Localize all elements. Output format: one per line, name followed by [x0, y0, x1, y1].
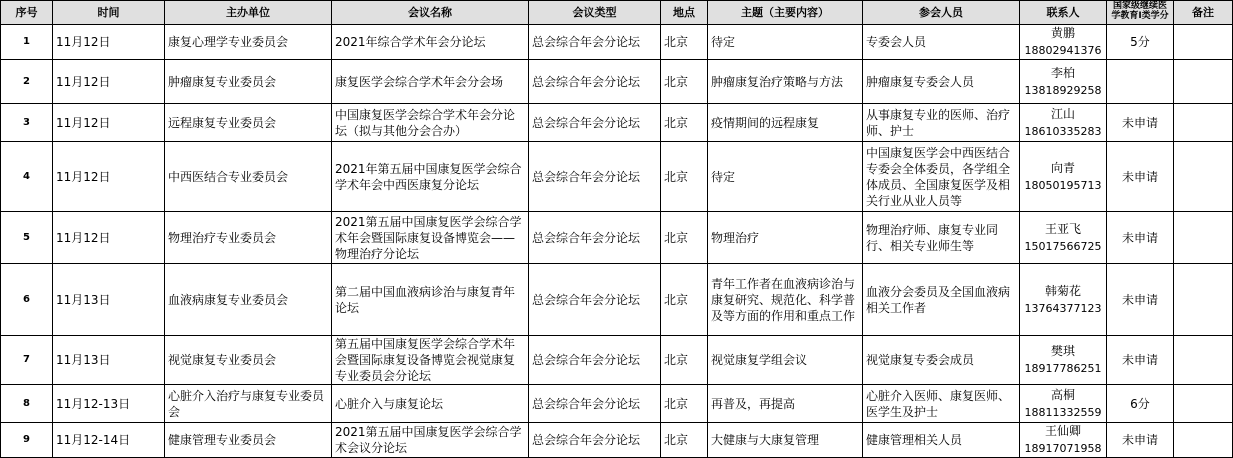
cell-organizer: 肿瘤康复专业委员会: [165, 60, 332, 104]
cell-seq: 3: [1, 104, 53, 142]
cell-time: 11月13日: [53, 264, 165, 336]
contact-name: 江山: [1050, 106, 1075, 121]
header-note: 备注: [1174, 1, 1233, 25]
cell-meeting-type: 总会综合年会分论坛: [529, 25, 661, 60]
cell-time: 11月12日: [53, 60, 165, 104]
cell-credit: 未申请: [1107, 212, 1174, 264]
cell-meeting-name: 中国康复医学会综合学术年会分论坛（拟与其他分会合办）: [332, 104, 529, 142]
cell-organizer: 康复心理学专业委员会: [165, 25, 332, 60]
cell-note: [1174, 212, 1233, 264]
table-row: [1, 142, 1233, 212]
cell-meeting-name: 康复医学会综合学术年会分会场: [332, 60, 529, 104]
cell-meeting-name: 2021年第五届中国康复医学会综合学术年会中西医康复分论坛: [332, 142, 529, 212]
cell-seq: 9: [1, 423, 53, 458]
cell-organizer: 视觉康复专业委员会: [165, 336, 332, 385]
cell-credit: 6分: [1107, 385, 1174, 423]
table-row: [1, 264, 1233, 336]
header-meeting-type: 会议类型: [529, 1, 661, 25]
cell-credit: 未申请: [1107, 423, 1174, 458]
contact-phone: 15017566725: [1024, 239, 1102, 253]
cell-note: [1174, 104, 1233, 142]
contact-phone: 13764377123: [1024, 301, 1102, 315]
cell-topic: 再普及，再提高: [708, 385, 863, 423]
cell-meeting-type: 总会综合年会分论坛: [529, 212, 661, 264]
cell-meeting-type: 总会综合年会分论坛: [529, 423, 661, 458]
header-place: 地点: [661, 1, 708, 25]
cell-contact: [1020, 423, 1107, 458]
cell-attendees: 专委会人员: [863, 25, 1020, 60]
cell-credit: 未申请: [1107, 336, 1174, 385]
table-row: [1, 104, 1233, 142]
cell-attendees: 物理治疗师、康复专业同行、相关专业师生等: [863, 212, 1020, 264]
contact-name: 樊琪: [1050, 344, 1075, 358]
cell-meeting-name: 2021年综合学术年会分论坛: [332, 25, 529, 60]
cell-organizer: 血液病康复专业委员会: [165, 264, 332, 336]
cell-seq: 1: [1, 25, 53, 60]
cell-place: 北京: [661, 264, 708, 336]
cell-place: 北京: [661, 423, 708, 458]
cell-place: 北京: [661, 336, 708, 385]
cell-note: [1174, 423, 1233, 458]
cell-organizer: 心脏介入治疗与康复专业委员会: [165, 385, 332, 423]
cell-attendees: 肿瘤康复专委会人员: [863, 60, 1020, 104]
cell-attendees: 从事康复专业的医师、治疗师、护士: [863, 104, 1020, 142]
cell-meeting-name: 2021第五届中国康复医学会综合学术会议分论坛: [332, 423, 529, 458]
contact-name: 王亚飞: [1044, 221, 1081, 236]
cell-attendees: 心脏介入医师、康复医师、医学生及护士: [863, 385, 1020, 423]
cell-time: 11月13日: [53, 336, 165, 385]
cell-topic: 待定: [708, 142, 863, 212]
header-credit: 国家级继续医学教育I类学分: [1107, 1, 1174, 25]
cell-topic: 物理治疗: [708, 212, 863, 264]
header-attendees: 参会人员: [863, 1, 1020, 25]
cell-seq: 8: [1, 385, 53, 423]
cell-seq: 4: [1, 142, 53, 212]
cell-topic: 待定: [708, 25, 863, 60]
cell-time: 11月12日: [53, 142, 165, 212]
cell-note: [1174, 264, 1233, 336]
cell-time: 11月12-13日: [53, 385, 165, 423]
cell-attendees: 健康管理相关人员: [863, 423, 1020, 458]
header-meeting-name: 会议名称: [332, 1, 529, 25]
header-organizer: 主办单位: [165, 1, 332, 25]
cell-topic: 青年工作者在血液病诊治与康复研究、规范化、科学普及等方面的作用和重点工作: [708, 264, 863, 336]
header-contact: 联系人: [1020, 1, 1107, 25]
cell-meeting-type: 总会综合年会分论坛: [529, 142, 661, 212]
cell-credit: 未申请: [1107, 104, 1174, 142]
table-row: [1, 423, 1233, 458]
cell-note: [1174, 60, 1233, 104]
cell-credit: [1107, 60, 1174, 104]
contact-name: 高桐: [1050, 387, 1075, 402]
cell-meeting-name: 2021第五届中国康复医学会综合学术年会暨国际康复设备博览会——物理治疗分论坛: [332, 212, 529, 264]
cell-meeting-name: 第五届中国康复医学会综合学术年会暨国际康复设备博览会视觉康复专业委员会分论坛: [332, 336, 529, 385]
contact-phone: 18811332559: [1024, 405, 1102, 419]
cell-topic: 视觉康复学组会议: [708, 336, 863, 385]
cell-topic: 肿瘤康复治疗策略与方法: [708, 60, 863, 104]
cell-place: 北京: [661, 385, 708, 423]
cell-meeting-name: 心脏介入与康复论坛: [332, 385, 529, 423]
cell-note: [1174, 385, 1233, 423]
cell-time: 11月12-14日: [53, 423, 165, 458]
cell-contact: [1020, 142, 1107, 212]
cell-place: 北京: [661, 212, 708, 264]
cell-contact: [1020, 212, 1107, 264]
header-seq: 序号: [1, 1, 53, 25]
cell-organizer: 物理治疗专业委员会: [165, 212, 332, 264]
cell-time: 11月12日: [53, 212, 165, 264]
cell-meeting-type: 总会综合年会分论坛: [529, 104, 661, 142]
cell-topic: 疫情期间的远程康复: [708, 104, 863, 142]
header-row: [1, 1, 1233, 25]
contact-phone: 18917071958: [1024, 442, 1102, 455]
contact-phone: 18802941376: [1024, 44, 1102, 57]
cell-meeting-name: 第二届中国血液病诊治与康复青年论坛: [332, 264, 529, 336]
table-row: [1, 25, 1233, 60]
table-row: [1, 336, 1233, 385]
cell-attendees: 血液分会委员及全国血液病相关工作者: [863, 264, 1020, 336]
cell-contact: [1020, 336, 1107, 385]
cell-attendees: 中国康复医学会中西医结合专委会全体委员，各学组全体成员、全国康复医学及相关行业从业人员等: [863, 142, 1020, 212]
cell-time: 11月12日: [53, 104, 165, 142]
cell-credit: 未申请: [1107, 264, 1174, 336]
cell-topic: 大健康与大康复管理: [708, 423, 863, 458]
cell-time: 11月12日: [53, 25, 165, 60]
cell-seq: 6: [1, 264, 53, 336]
contact-name: 韩菊花: [1044, 283, 1081, 298]
cell-meeting-type: 总会综合年会分论坛: [529, 264, 661, 336]
cell-note: [1174, 336, 1233, 385]
table-row: [1, 60, 1233, 104]
contact-name: 李柏: [1050, 65, 1075, 80]
cell-meeting-type: 总会综合年会分论坛: [529, 60, 661, 104]
cell-organizer: 中西医结合专业委员会: [165, 142, 332, 212]
cell-contact: [1020, 264, 1107, 336]
cell-place: 北京: [661, 142, 708, 212]
contact-phone: 13818929258: [1024, 83, 1102, 97]
cell-organizer: 健康管理专业委员会: [165, 423, 332, 458]
cell-seq: 7: [1, 336, 53, 385]
cell-contact: [1020, 60, 1107, 104]
table-row: [1, 212, 1233, 264]
cell-place: 北京: [661, 104, 708, 142]
cell-contact: [1020, 25, 1107, 60]
contact-name: 向青: [1050, 160, 1075, 175]
contact-name: 黄鹏: [1050, 26, 1075, 40]
cell-contact: [1020, 385, 1107, 423]
cell-credit: 5分: [1107, 25, 1174, 60]
contact-phone: 18917786251: [1024, 362, 1102, 375]
contact-name: 王仙卿: [1044, 424, 1081, 438]
contact-phone: 18610335283: [1024, 124, 1102, 138]
cell-place: 北京: [661, 25, 708, 60]
cell-meeting-type: 总会综合年会分论坛: [529, 385, 661, 423]
cell-place: 北京: [661, 60, 708, 104]
header-time: 时间: [53, 1, 165, 25]
cell-attendees: 视觉康复专委会成员: [863, 336, 1020, 385]
table-row: [1, 385, 1233, 423]
cell-contact: [1020, 104, 1107, 142]
cell-credit: 未申请: [1107, 142, 1174, 212]
contact-phone: 18050195713: [1024, 178, 1102, 192]
cell-meeting-type: 总会综合年会分论坛: [529, 336, 661, 385]
header-topic: 主题（主要内容）: [708, 1, 863, 25]
cell-organizer: 远程康复专业委员会: [165, 104, 332, 142]
cell-seq: 5: [1, 212, 53, 264]
cell-note: [1174, 142, 1233, 212]
cell-note: [1174, 25, 1233, 60]
cell-seq: 2: [1, 60, 53, 104]
